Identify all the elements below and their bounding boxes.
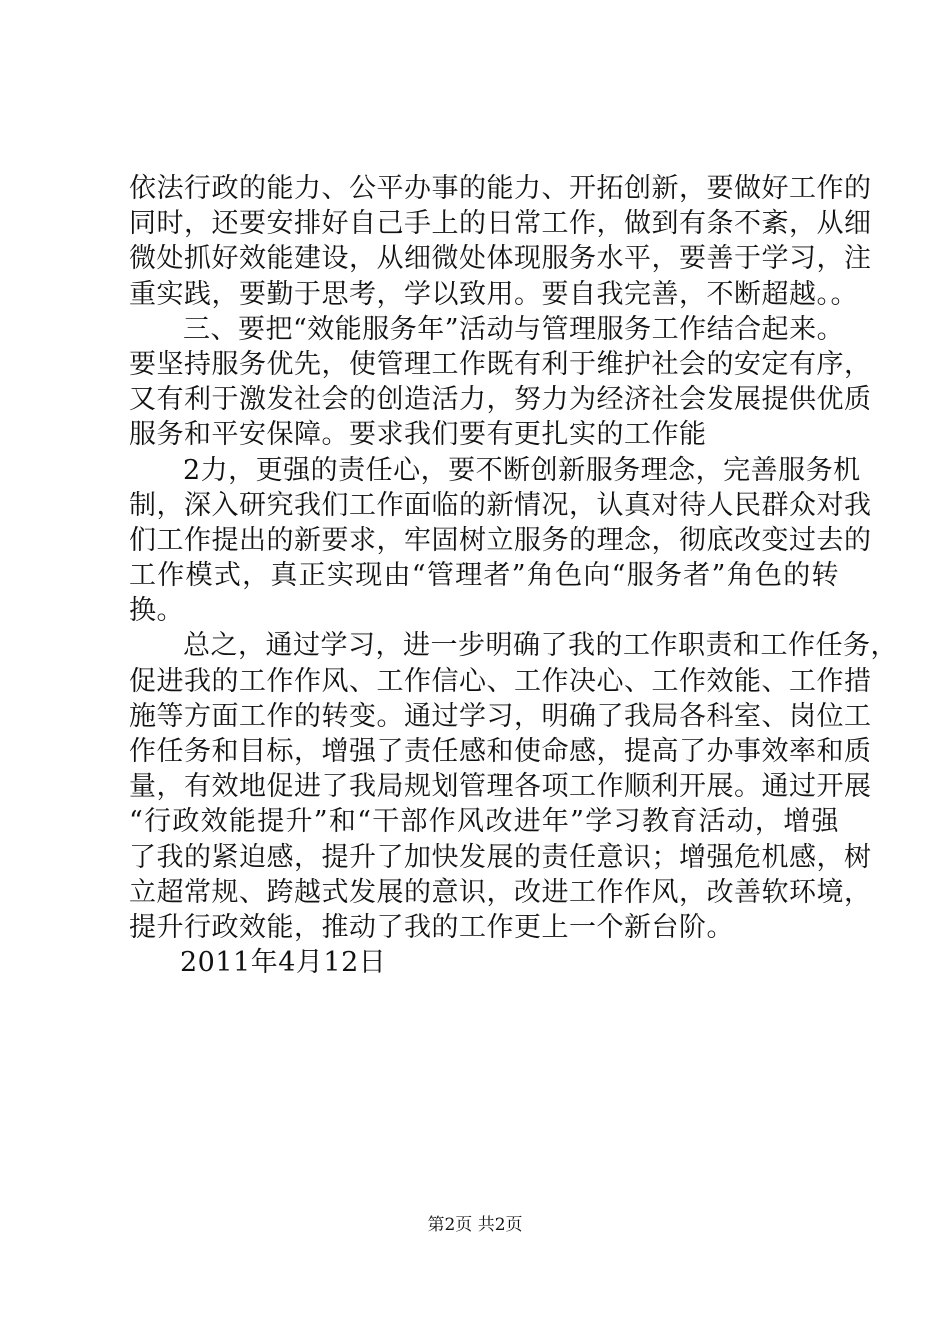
text-line: 三、要把“效能服务年”活动与管理服务工作结合起来。: [183, 313, 845, 345]
text-line: 换。: [129, 595, 184, 627]
text-line: 依法行政的能力、公平办事的能力、开拓创新，要做好工作的: [129, 173, 872, 204]
text-line: 服务和平安保障。要求我们要有更扎实的工作能: [129, 419, 707, 451]
text-line: 施等方面工作的转变。通过学习，明确了我局各科室、岗位工: [129, 700, 872, 732]
text-line: 们工作提出的新要求，牢固树立服务的理念，彻底改变过去的: [129, 524, 872, 556]
text-line: 总之，通过学习，进一步明确了我的工作职责和工作任务，: [183, 630, 898, 662]
text-line: 了我的紧迫感，提升了加快发展的责任意识；增强危机感，树: [129, 841, 872, 873]
page-footer: 第2页 共2页: [427, 1215, 523, 1235]
text-line: 又有利于激发社会的创造活力，努力为经济社会发展提供优质: [129, 384, 872, 416]
text-line: “行政效能提升”和“干部作风改进年”学习教育活动，增强: [129, 806, 839, 838]
text-line: 制，深入研究我们工作面临的新情况，认真对待人民群众对我: [129, 489, 872, 521]
text-line: 同时，还要安排好自己手上的日常工作，做到有条不紊，从细: [129, 208, 872, 240]
text-line: 要坚持服务优先，使管理工作既有利于维护社会的安定有序，: [129, 348, 872, 380]
document-date: 2011年4月12日: [180, 947, 387, 979]
text-line: 立超常规、跨越式发展的意识，改进工作作风，改善软环境，: [129, 876, 872, 908]
text-line: 作任务和目标，增强了责任感和使命感，提高了办事效率和质: [129, 736, 872, 767]
text-line: 微处抓好效能建设，从细微处体现服务水平，要善于学习，注: [129, 243, 872, 275]
text-line: 量，有效地促进了我局规划管理各项工作顺利开展。通过开展: [129, 771, 872, 803]
text-line: 重实践，要勤于思考，学以致用。要自我完善，不断超越。。: [129, 278, 858, 310]
text-line: 促进我的工作作风、工作信心、工作决心、工作效能、工作措: [129, 665, 872, 697]
text-line: 提升行政效能，推动了我的工作更上一个新台阶。: [129, 911, 734, 943]
text-line: 2力，更强的责任心，要不断创新服务理念，完善服务机: [183, 454, 861, 486]
document-body: [129, 171, 898, 980]
text-line: 工作模式，真正实现由“管理者”角色向“服务者”角色的转: [129, 560, 839, 592]
